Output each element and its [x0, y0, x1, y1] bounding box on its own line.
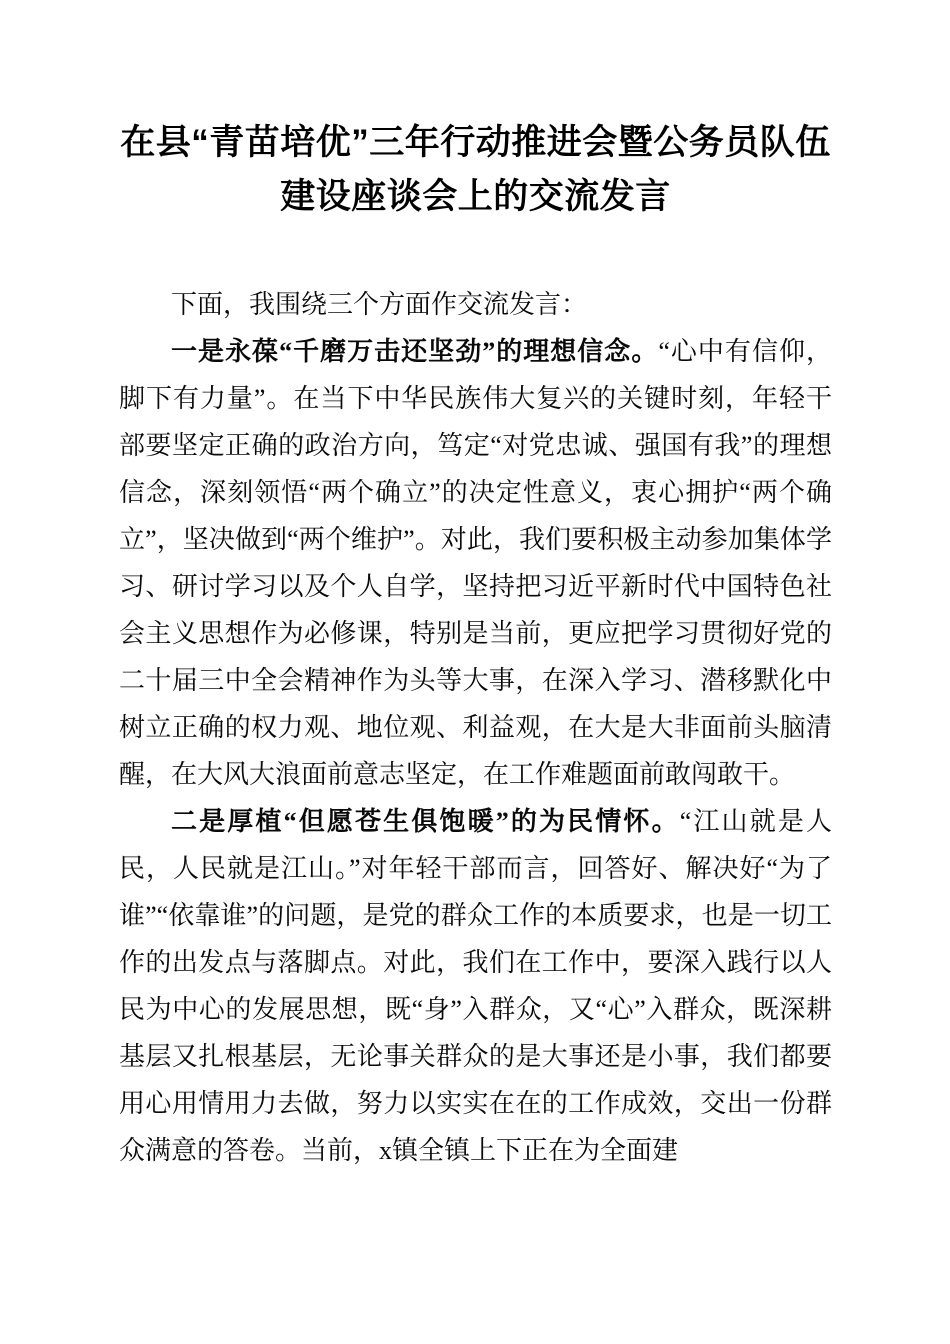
paragraph-point-1: [119, 328, 832, 798]
paragraph-text: 下面，我围绕三个方面作交流发言：: [171, 289, 588, 319]
paragraph-point-2: [119, 798, 832, 1174]
document-title: 在县“青苗培优”三年行动推进会暨公务员队伍建设座谈会上的交流发言: [120, 123, 831, 217]
paragraph-lead: 二是厚植“但愿苍生俱饱暖”的为民情怀。: [171, 806, 680, 836]
paragraph-intro: [119, 281, 832, 328]
document-body: [119, 281, 832, 1174]
paragraph-lead: 一是永葆“千磨万击还坚劲”的理想信念。: [171, 336, 659, 366]
paragraph-text: “心中有信仰，脚下有力量”。在当下中华民族伟大复兴的关键时刻，年轻干部要坚定正确的政治方向，笃定“对党忠诚、强国有我”的理想信念，深刻领悟“两个确立”的决定性意义，衷心拥护“两个确立”，坚决做到“两个维护”。对此，我们要积极主动参加集体学习、研讨学习以及个人自学，坚持把习近平新时代中国特色社会主义思想作为必修课，特别是当前，更应把学习贯彻好党的二十届三中全会精神作为头等大事，在深入学习、潜移默化中树立正确的权力观、地位观、利益观，在大是大非面前头脑清醒，在大风大浪面前意志坚定，在工作难题面前敢闯敢干。: [119, 336, 832, 789]
paragraph-text: “江山就是人民，人民就是江山。”对年轻干部而言，回答好、解决好“为了谁”“依靠谁”的问题，是党的群众工作的本质要求，也是一切工作的出发点与落脚点。对此，我们在工作中，要深入践行以人民为中心的发展思想，既“身”入群众，又“心”入群众，既深耕基层又扎根基层，无论事关群众的是大事还是小事，我们都要用心用情用力去做，努力以实实在在的工作成效，交出一份群众满意的答卷。当前，x镇全镇上下正在为全面建: [119, 806, 832, 1165]
